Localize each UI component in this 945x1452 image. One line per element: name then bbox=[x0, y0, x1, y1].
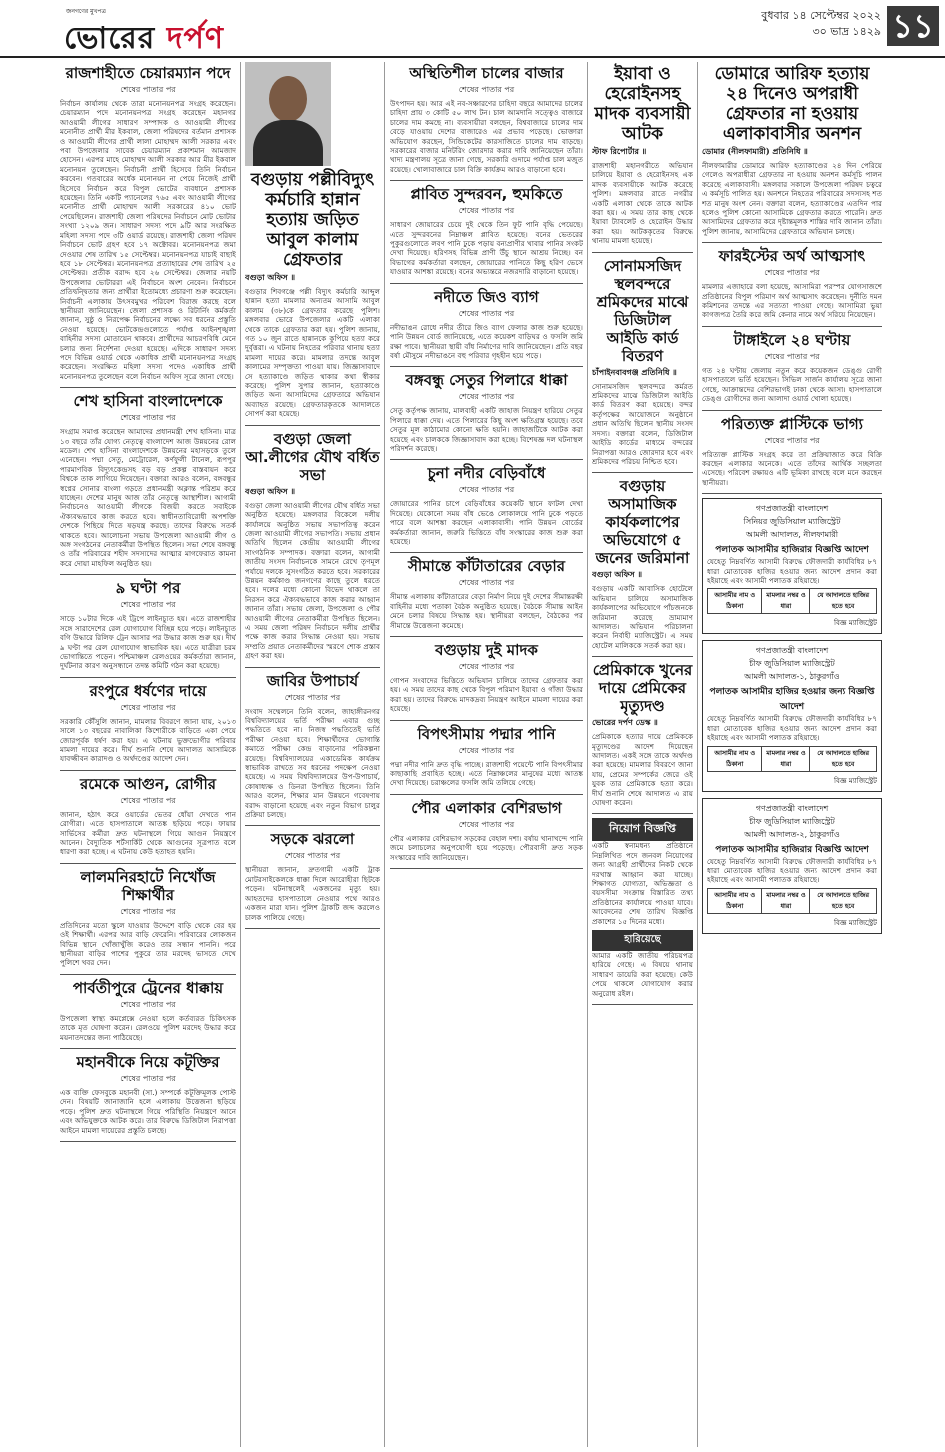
article-divider bbox=[245, 928, 380, 929]
article bbox=[702, 415, 882, 488]
article-jump-note: শেষের পাতার পর bbox=[764, 268, 820, 278]
notice-text: যেহেতু নিম্নবর্ণিত আসামী বিরুদ্ধে ফৌজদারী কার্যবিধির ৮৭ ধারা মোতাবেক হাজির হওয়ার জন্য আদেশ প্রদান করা হইয়াছে এবং আসামী পলাতক রহিয়াছে। bbox=[707, 856, 877, 885]
lost-notice-heading: হারিয়েছে bbox=[592, 930, 693, 951]
article-divider bbox=[60, 863, 236, 864]
article-body: গত ২৪ ঘণ্টায় জেলায় নতুন করে কয়েকজন ডেঙ্গু রোগী হাসপাতালে ভর্তি হয়েছেন। সিভিল সার্জন কার্যালয় সূত্রে জানা গেছে, আক্রান্তদের বেশিরভাগই ঢাকা থেকে আসা। হাসপাতালে ডেঙ্গু রোগীদের জন্য আলাদা ওয়ার্ড খোলা হয়েছে। bbox=[702, 365, 882, 404]
article-divider bbox=[390, 868, 583, 869]
article-body: মামলার এজাহারে বলা হয়েছে, আসামিরা পরস্পর যোগসাজশে প্রতিষ্ঠানের বিপুল পরিমাণ অর্থ আত্মসাৎ করেছেন। দুর্নীতি দমন কমিশনের তদন্তে এর সত্যতা পাওয়া গেছে। আসামিরা ভুয়া কাগজপত্র তৈরি করে জমি কেনার নামে অর্থ সরিয়ে নিয়েছেন। bbox=[702, 282, 882, 320]
article bbox=[702, 247, 882, 320]
article-body: রাজশাহী মহানগরীতে অভিযান চালিয়ে ইয়াবা ও হেরোইনসহ এক মাদক ব্যবসায়ীকে আটক করেছে পুলিশ। মঙ্গলবার রাতে নগরীর একটি এলাকা থেকে তাকে আটক করা হয়। এ সময় তার কাছ থেকে ইয়াবা ট্যাবলেট ও হেরোইন উদ্ধার করা হয়। আটককৃতের বিরুদ্ধে থানায় মামলা হয়েছে। bbox=[592, 161, 693, 246]
article-headline: প্লাবিত সুন্দরবন, হুমকিতে bbox=[410, 185, 563, 204]
article-body: উৎপাদন হয়। আর এই নব-সঞ্চারণের চাহিদা বছরে আমাদের চালের চাহিদা প্রায় ৩ কোটি ৫০ লাখ টন। চাল আমদানি সত্ত্বেও বাজারে চালের দাম কমছে না। ব্যবসায়ীরা বলছেন, বিশ্ববাজারে চালের দাম বেড়ে যাওয়ায় দেশের বাজারেও এর প্রভাব পড়েছে। ভোক্তারা অভিযোগ করছেন, সিন্ডিকেটের কারসাজিতে চালের দাম বাড়ছে। সরকারের বাজার মনিটরিং জোরদার করার দাবি জানিয়েছেন তাঁরা। খাদ্য মন্ত্রণালয় সূত্রে জানা গেছে, সরকারি গুদামে পর্যাপ্ত চাল মজুত রয়েছে। খোলাবাজারে চাল বিক্রি কার্যক্রম আরও বাড়ানো হবে। bbox=[390, 99, 583, 174]
article-divider bbox=[592, 656, 693, 657]
column-divider bbox=[240, 62, 241, 1447]
article-divider bbox=[60, 974, 236, 975]
article-headline: পরিত্যক্ত প্লাস্টিকে ভাগ্য bbox=[720, 414, 864, 433]
article bbox=[60, 682, 236, 764]
article-body: সাধারণ জোয়ারের চেয়ে দুই থেকে তিন ফুট পানি বৃদ্ধি পেয়েছে। এতে সুন্দরবনের নিম্নাঞ্চল প্লাবিত হয়েছে। বনের ভেতরের পুকুরগুলোতে লবণ পানি ঢুকে পড়ায় বন্যপ্রাণীর খাবার পানির সংকট দেখা দিয়েছে। হরিণসহ বিভিন্ন প্রাণী উঁচু স্থানে আশ্রয় নিচ্ছে। বন বিভাগের কর্মকর্তারা বলছেন, জোয়ারের পানিতে কিছু হরিণ ভেসে যাওয়ার আশঙ্কা রয়েছে। বনের অভ্যন্তরে নজরদারি বাড়ানো হয়েছে। bbox=[390, 220, 583, 277]
article-headline: মহানবীকে নিয়ে কটূক্তির bbox=[76, 1053, 220, 1072]
article-divider bbox=[390, 794, 583, 795]
article-jump-note: শেষের পাতার পর bbox=[458, 745, 515, 755]
article bbox=[60, 775, 236, 857]
column-divider bbox=[697, 62, 698, 1447]
article-body: সোনামসজিদ স্থলবন্দরে কর্মরত শ্রমিকদের মাঝে ডিজিটাল আইডি কার্ড বিতরণ করা হয়েছে। বন্দর কর্তৃপক্ষের আয়োজনে অনুষ্ঠানে প্রধান অতিথি ছিলেন স্থানীয় সংসদ সদস্য। বক্তারা বলেন, ডিজিটাল আইডি কার্ডের মাধ্যমে বন্দরের নিরাপত্তা আরও জোরদার হবে এবং শ্রমিকদের পরিচয় নিশ্চিত হবে। bbox=[592, 381, 693, 466]
article-divider bbox=[702, 410, 882, 411]
article-jump-note: শেষের পাতার পর bbox=[458, 578, 515, 588]
article-divider bbox=[245, 425, 380, 426]
article-jump-note: শেষের পাতার পর bbox=[284, 692, 341, 702]
article bbox=[390, 464, 583, 546]
masthead bbox=[0, 0, 945, 58]
article-body: জানান, হঠাৎ করে ওয়ার্ডের ভেতর ধোঁয়া দেখতে পান রোগীরা। এতে হাসপাতালে আতঙ্ক ছড়িয়ে পড়ে। ফায়ার সার্ভিসের কর্মীরা দ্রুত ঘটনাস্থলে গিয়ে আগুন নিয়ন্ত্রণে আনেন। বৈদ্যুতিক শর্টসার্কিট থেকে আগুনের সূত্রপাত বলে ধারণা করা হচ্ছে। এ ঘটনায় কেউ হতাহত হয়নি। bbox=[60, 809, 236, 857]
article-divider bbox=[592, 1004, 693, 1005]
notice-signature: বিজ্ঞ ম্যাজিস্ট্রেট bbox=[834, 918, 877, 927]
notice-table-header bbox=[708, 746, 877, 771]
article bbox=[592, 477, 693, 650]
article bbox=[245, 672, 380, 820]
article-headline: ইয়াবা ও হেরোইনসহ মাদক ব্যবসায়ী আটক bbox=[594, 64, 691, 144]
article-jump-note: শেষের পাতার পর bbox=[458, 819, 515, 829]
date-bengali: ৩০ ভাদ্র ১৪২৯ bbox=[812, 25, 881, 38]
article-byline: বগুড়া অফিস ॥ bbox=[245, 485, 296, 496]
article-divider bbox=[390, 459, 583, 460]
page-number: ১১ bbox=[887, 6, 939, 46]
article bbox=[592, 257, 693, 467]
article bbox=[390, 557, 583, 630]
article-body: নির্বাচন কার্যালয় থেকে তারা মনোনয়নপত্র সংগ্রহ করেছেন। চেয়ারম্যান পদে মনোনয়নপত্র সংগ্রহ করেছেন মহানগর আওয়ামী লীগের সাধারণ সম্পাদক ও আওয়ামী লীগের মনোনীত প্রার্থী মীর ইকবাল, জেলা পরিষদের বর্তমান প্রশাসক ও আওয়ামী লীগের প্রার্থী লালা মোহাম্মদ আলী সরকার এবং পবা উপজেলার সাবেক চেয়ারম্যান প্রকাশমান আমজাদ হোসেন। এরপর মাহে মোহাম্মদ আলী সরকার আর মীর ইকবাল মনোনয়ন তুলেছেন। নির্বাচনী প্রার্থী হিসেবে তিনি নির্বাচন করবেন। গতবারের অর্ধেক মনোনয়ন না পেয়ে নিজেই প্রার্থী হিসেবে নির্বাচন করে বিপুল ভোটের ব্যবধানে প্রশাসক হয়েছেন। তিনি একটি প্যানেলের ৭৬৫ এবং আওয়ামী লীগের মনোনীত প্রার্থী মোহাম্মদ আলী সরকারের ৪১০ ভোট পেয়েছিলেন। রাজশাহী জেলা পরিষদের নির্বাচনে মোট ভোটার সংখ্যা ১২০৯ জন। সাধারণ সদস্য পদে ৯টি আর সংরক্ষিত মহিলা সদস্য পদে ৩টি ওয়ার্ড রয়েছে। রাজশাহী জেলা পরিষদ নির্বাচনে ভোট গ্রহণ হবে ১৭ অক্টোবর। মনোনয়নপত্র জমা দেওয়ার শেষ তারিখ ১৫ সেপ্টেম্বর। মনোনয়নপত্র যাচাই বাছাই হবে ১৮ সেপ্টেম্বর। মনোনয়নপত্র প্রত্যাহারের শেষ তারিখ ২৫ সেপ্টেম্বর। প্রতীক বরাদ্দ হবে ২৬ সেপ্টেম্বর। জেলার নয়টি উপজেলার ভোটাররা এই নির্বাচনে অংশ নেবেন। নির্বাচনে প্রতিদ্বন্দ্বিতার জন্য প্রার্থীরা ইতোমধ্যে প্রচারণা শুরু করেছেন। নির্বাচনী এলাকায় উৎসবমুখর পরিবেশ বিরাজ করছে বলে স্থানীয়রা জানিয়েছেন। জেলা প্রশাসক ও রিটার্নিং কর্মকর্তা জানান, সুষ্ঠু ও নিরপেক্ষ নির্বাচনের লক্ষ্যে সব ধরনের প্রস্তুতি নেওয়া হয়েছে। ভোটকেন্দ্রগুলোতে পর্যাপ্ত আইনশৃঙ্খলা বাহিনীর সদস্য মোতায়েন থাকবে। প্রার্থীদের আচরণবিধি মেনে চলার জন্য নির্দেশনা দেওয়া হয়েছে। এদিকে সাধারণ সদস্য পদে বিভিন্ন ওয়ার্ড থেকে একাধিক প্রার্থী মনোনয়নপত্র সংগ্রহ করেছেন। সংরক্ষিত মহিলা সদস্য পদেও একাধিক প্রার্থী মনোনয়নপত্র তুলেছেন বলে নির্বাচন অফিস সূত্রে জানা গেছে। bbox=[60, 99, 236, 381]
notice-text: যেহেতু নিম্নবর্ণিত আসামী বিরুদ্ধে ফৌজদারী কার্যবিধির ৮৭ ধারা মোতাবেক হাজির হওয়ার জন্য আদেশ প্রদান করা হইয়াছে এবং আসামী পলাতক রহিয়াছে। bbox=[707, 714, 877, 743]
article-body: উপজেলা স্বাস্থ্য কমপ্লেক্সে নেওয়া হলে কর্তব্যরত চিকিৎসক তাকে মৃত ঘোষণা করেন। রেলওয়ে পুলিশ মরদেহ উদ্ধার করে ময়নাতদন্তের জন্য পাঠিয়েছে। bbox=[60, 1013, 236, 1042]
notice-header-1: গণপ্রজাতন্ত্রী বাংলাদেশ bbox=[755, 646, 829, 656]
article-divider bbox=[592, 252, 693, 253]
article-body: নদীভাঙন রোধে নদীর তীরে জিও ব্যাগ ফেলার কাজ শুরু হয়েছে। পানি উন্নয়ন বোর্ড জানিয়েছে, এতে কয়েকশ বাড়িঘর ও ফসলি জমি রক্ষা পাবে। স্থানীয়রা স্থায়ী বাঁধ নির্মাণের দাবি জানিয়েছেন। প্রতি বছর বর্ষা মৌসুমে নদীভাঙনে বহু পরিবার গৃহহীন হয়ে পড়ে। bbox=[390, 322, 583, 360]
article-headline: টাঙ্গাইলে ২৪ ঘণ্টায় bbox=[733, 330, 851, 349]
article-divider bbox=[60, 387, 236, 388]
article-headline: রাজশাহীতে চেয়ারম্যান পদে bbox=[65, 64, 231, 82]
article-jump-note: শেষের পাতার পর bbox=[458, 392, 515, 402]
article-headline: রংপুরে ধর্ষণের দায়ে bbox=[89, 681, 207, 700]
article bbox=[390, 64, 583, 174]
notice-table-col: যে আদালতে হাজির হতে হবে bbox=[810, 888, 877, 913]
article-body: নীলফামারীর ডোমারে আরিফ হত্যাকাণ্ডের ২৪ দিন পেরিয়ে গেলেও অপরাধীরা গ্রেফতার না হওয়ায় অনশন কর্মসূচি পালন করেছে এলাকাবাসী। মঙ্গলবার সকালে উপজেলা পরিষদ চত্বরে এ কর্মসূচি পালিত হয়। অনশনে নিহতের পরিবারের সদস্যসহ শত শত মানুষ অংশ নেন। বক্তারা বলেন, হত্যাকাণ্ডের এতদিন পার হলেও পুলিশ কোনো আসামিকে গ্রেফতার করতে পারেনি। দ্রুত আসামিদের গ্রেফতার করে দৃষ্টান্তমূলক শাস্তির দাবি জানান তাঁরা। পুলিশ জানায়, আসামিদের গ্রেফতারে অভিযান চলছে। bbox=[702, 161, 882, 236]
article-headline: বগুড়ায় অসামাজিক কার্যকলাপের অভিযোগে ৫ জনের জরিমানা bbox=[595, 477, 690, 568]
article-headline: ফারইস্টের অর্থ আত্মসাৎ bbox=[718, 247, 866, 266]
article-headline: ডোমারে আরিফ হত্যায় ২৪ দিনেও অপরাধী গ্রেফতার না হওয়ায় এলাকাবাসীর অনশন bbox=[714, 64, 870, 144]
article-byline: চাঁপাইনবাবগঞ্জ প্রতিনিধি ॥ bbox=[592, 366, 677, 377]
article-headline: সোনামসজিদ স্থলবন্দরে শ্রমিকদের মাঝে ডিজিটাল আইডি কার্ড বিতরণ bbox=[596, 256, 689, 365]
article-body: সাড়ে ১০টার দিকে এই ট্রিপে লাইনচ্যুত হয়। এতে রাজশাহীর সঙ্গে সারাদেশের রেল যোগাযোগ বিচ্ছিন্ন হয়ে পড়ে। লাইনচ্যুত বগি উদ্ধারে রিলিফ ট্রেন আসার পর উদ্ধার কাজ শুরু হয়। দীর্ঘ ৯ ঘণ্টা পর রেল যোগাযোগ স্বাভাবিক হয়। এতে যাত্রীরা চরম ভোগান্তিতে পড়েন। পশ্চিমাঞ্চল রেলওয়ের কর্মকর্তারা জানান, দুর্ঘটনার কারণ অনুসন্ধানে তদন্ত কমিটি গঠন করা হয়েছে। bbox=[60, 614, 236, 671]
date-gregorian: বুধবার ১৪ সেপ্টেম্বর ২০২২ bbox=[761, 9, 881, 22]
article-body: সংবাদ সম্মেলনে তিনি বলেন, জাহাঙ্গীরনগর বিশ্ববিদ্যালয়ের ভর্তি পরীক্ষা এবার গুচ্ছ পদ্ধতিতে হবে না। নিজস্ব পদ্ধতিতেই ভর্তি পরীক্ষা নেওয়া হবে। শিক্ষার্থীদের ভোগান্তি কমাতে পরীক্ষা কেন্দ্র বাড়ানোর পরিকল্পনা রয়েছে। বিশ্ববিদ্যালয়ের একাডেমিক কার্যক্রম স্বাভাবিক রাখতে সব ধরনের পদক্ষেপ নেওয়া হয়েছে। এ সময় বিশ্ববিদ্যালয়ের উপ-উপাচার্য, কোষাধ্যক্ষ ও ডিনরা উপস্থিত ছিলেন। তিনি আরও বলেন, শিক্ষার মান উন্নয়নে গবেষণায় বরাদ্দ বাড়ানো হয়েছে এবং নতুন বিভাগ চালুর প্রক্রিয়া চলছে। bbox=[245, 706, 380, 820]
notice-table-col: মামলার নম্বর ও ধারা bbox=[762, 589, 810, 614]
article-jump-note: শেষের পাতার পর bbox=[120, 600, 176, 610]
column-1 bbox=[60, 62, 236, 1447]
article-byline: ডোমার (নীলফামারী) প্রতিনিধি ॥ bbox=[702, 146, 808, 156]
notice-table-col: মামলার নম্বর ও ধারা bbox=[762, 888, 810, 913]
article-jump-note: শেষের পাতার পর bbox=[764, 435, 820, 445]
article-divider bbox=[390, 366, 583, 367]
notice-table-col: আসামীর নাম ও ঠিকানা bbox=[708, 888, 762, 913]
article-jump-note: শেষের পাতার পর bbox=[764, 351, 820, 361]
notice-header-2: চীফ জুডিসিয়াল ম্যাজিস্ট্রেট bbox=[749, 816, 835, 826]
article-headline: বিপৎসীমায় পদ্মার পানি bbox=[417, 724, 556, 743]
article-headline: জাবির উপাচার্য bbox=[266, 671, 359, 690]
article-byline: ভোরের দর্পণ ডেস্ক ॥ bbox=[592, 717, 658, 728]
notice-title: পলাতক আসামীর হাজির হওয়ার জন্য বিজ্ঞপ্তি আদেশ bbox=[709, 687, 875, 713]
notice-signature: বিজ্ঞ ম্যাজিস্ট্রেট bbox=[834, 619, 877, 628]
article bbox=[60, 392, 236, 568]
article-headline: চুনা নদীর বেড়িবাঁধে bbox=[427, 464, 546, 483]
article bbox=[245, 430, 380, 661]
notice-header-3: আমলী আদালত-২, ঠাকুরগাঁও bbox=[744, 829, 840, 839]
article-divider bbox=[245, 667, 380, 668]
article-divider bbox=[245, 825, 380, 826]
court-notice bbox=[702, 640, 882, 791]
article-headline: পৌর এলাকার বেশিরভাগ bbox=[411, 798, 562, 817]
notice-header-3: আমলী আদালত-১, ঠাকুরগাঁও bbox=[744, 672, 840, 682]
article bbox=[592, 818, 693, 998]
article bbox=[60, 979, 236, 1042]
article-headline: পার্বতীপুরে ট্রেনের ধাক্কায় bbox=[72, 978, 224, 997]
notice-table-header bbox=[708, 888, 877, 913]
article-byline: স্টাফ রিপোর্টার ॥ bbox=[592, 146, 647, 156]
article-body: সংগ্রাম সমাপ্ত করেছেন আমাদের প্রধানমন্ত্রী শেখ হাসিনা। মাত্র ১৩ বছরে তাঁর যোগ্য নেতৃত্বে বাংলাদেশ আজ উন্নয়নের রোল মডেল। শেখ হাসিনা বাংলাদেশকে উন্নয়নের মহাসড়কে তুলে এনেছেন। পদ্মা সেতু, মেট্রোরেল, কর্ণফুলী টানেল, রূপপুর পারমাণবিক বিদ্যুৎকেন্দ্রসহ বড় বড় প্রকল্প বাস্তবায়ন করে বিশ্বকে তাক লাগিয়ে দিয়েছেন। বক্তারা আরও বলেন, বঙ্গবন্ধুর স্বপ্নের সোনার বাংলা গড়তে প্রধানমন্ত্রী অক্লান্ত পরিশ্রম করে যাচ্ছেন। দেশের মানুষ আজ তাঁর নেতৃত্বে আস্থাশীল। আগামী নির্বাচনেও আওয়ামী লীগকে বিজয়ী করতে সবাইকে ঐক্যবদ্ধভাবে কাজ করতে হবে। স্বাধীনতাবিরোধী অপশক্তি দেশকে পিছিয়ে দিতে ষড়যন্ত্র করছে। তাদের বিরুদ্ধে সতর্ক থাকতে হবে। আলোচনা সভায় উপজেলা আওয়ামী লীগ ও অঙ্গ সংগঠনের নেতাকর্মীরা উপস্থিত ছিলেন। সভা শেষে বঙ্গবন্ধু ও তাঁর পরিবারের শহীদ সদস্যদের আত্মার মাগফেরাত কামনা করে দোয়া মাহফিল অনুষ্ঠিত হয়। bbox=[60, 427, 236, 568]
article-divider bbox=[60, 1048, 236, 1049]
notice-header-1: গণপ্রজাতন্ত্রী বাংলাদেশ bbox=[755, 504, 829, 514]
article-divider bbox=[390, 180, 583, 181]
article-jump-note: শেষের পাতার পর bbox=[458, 206, 515, 216]
notice-table-header bbox=[708, 589, 877, 614]
article-body: পৌর এলাকার বেশিরভাগ সড়কের বেহাল দশা। বর্ষায় খানাখন্দে পানি জমে চলাচলের অনুপযোগী হয়ে পড়েছে। পৌরবাসী দ্রুত সড়ক সংস্কারের দাবি জানিয়েছেন। bbox=[390, 833, 583, 862]
article-jump-note: শেষের পাতার পর bbox=[458, 662, 515, 671]
logo-part2: দর্পণ bbox=[155, 21, 225, 56]
article-divider bbox=[390, 636, 583, 637]
article-body: বগুড়ায় একটি আবাসিক হোটেলে অভিযান চালিয়ে অসামাজিক কার্যকলাপের অভিযোগে পাঁচজনকে জরিমানা করেছে ভ্রাম্যমাণ আদালত। অভিযান পরিচালনা করেন নির্বাহী ম্যাজিস্ট্রেট। এ সময় হোটেল মালিককে সতর্ক করা হয়। bbox=[592, 584, 693, 650]
article-jump-note: শেষের পাতার পর bbox=[120, 85, 176, 94]
article-headline: নদীতে জিও ব্যাগ bbox=[434, 287, 539, 306]
newspaper-logo bbox=[64, 14, 224, 65]
article-jump-note: শেষের পাতার পর bbox=[284, 851, 341, 861]
article bbox=[390, 725, 583, 788]
dateline bbox=[761, 8, 881, 40]
article bbox=[390, 799, 583, 862]
notice-table bbox=[707, 588, 877, 614]
article-divider bbox=[390, 283, 583, 284]
notice-title: পলাতক আসামীর হাজিরার বিজ্ঞপ্তি আদেশ bbox=[715, 844, 869, 855]
notice-table-col: আসামীর নাম ও ঠিকানা bbox=[708, 589, 762, 614]
article-body: গোপন সংবাদের ভিত্তিতে অভিযান চালিয়ে তাদের গ্রেফতার করা হয়। এ সময় তাদের কাছ থেকে বিপুল পরিমাণ ইয়াবা ও গাঁজা উদ্ধার করা হয়। তাদের বিরুদ্ধে মাদকদ্রব্য নিয়ন্ত্রণ আইনে মামলা দায়ের করা হয়েছে। bbox=[390, 676, 583, 714]
court-notice bbox=[702, 498, 882, 634]
article-divider bbox=[390, 552, 583, 553]
article-divider bbox=[592, 472, 693, 473]
notice-table-col: আসামীর নাম ও ঠিকানা bbox=[708, 746, 762, 771]
article-headline: লালমনিরহাটে নিখোঁজ শিক্ষার্থীর bbox=[80, 867, 216, 904]
notice-header-3: আমলী আদালত, নীলফামারী bbox=[745, 530, 839, 540]
notice-header-1: গণপ্রজাতন্ত্রী বাংলাদেশ bbox=[755, 803, 829, 813]
article-byline: বগুড়া অফিস ॥ bbox=[592, 569, 643, 580]
article bbox=[702, 331, 882, 404]
article-body: এক ব্যক্তি ফেসবুকে মহানবী (সা.) সম্পর্কে কটূক্তিমূলক পোস্ট দেন। বিষয়টি জানাজানি হলে এলাকায় উত্তেজনা ছড়িয়ে পড়ে। পুলিশ দ্রুত ঘটনাস্থলে গিয়ে পরিস্থিতি নিয়ন্ত্রণে আনে এবং অভিযুক্তকে আটক করে। তার বিরুদ্ধে ডিজিটাল নিরাপত্তা আইনে মামলা দায়েরের প্রস্তুতি চলছে। bbox=[60, 1088, 236, 1135]
article-divider bbox=[60, 574, 236, 575]
article bbox=[592, 64, 693, 246]
article-headline: অস্থিতিশীল চালের বাজার bbox=[409, 64, 564, 82]
article-divider bbox=[702, 242, 882, 243]
article bbox=[592, 661, 693, 807]
article-headline: বগুড়ায় দুই মাদক bbox=[435, 641, 538, 659]
notice-table bbox=[707, 888, 877, 914]
article-headline: বগুড়া জেলা আ.লীগের যৌথ বর্ধিত সভা bbox=[245, 429, 380, 484]
column-2 bbox=[245, 62, 380, 1447]
article-jump-note: শেষের পাতার পর bbox=[120, 795, 176, 805]
article-divider bbox=[702, 493, 882, 494]
lost-notice-body: আমার একটি জাতীয় পরিচয়পত্র হারিয়ে গেছে। এ বিষয়ে থানায় সাধারণ ডায়েরি করা হয়েছে। কেউ পেয়ে থাকলে যোগাযোগ করার অনুরোধ রইল। bbox=[592, 951, 693, 998]
notice-table-col: যে আদালতে হাজির হতে হবে bbox=[810, 589, 877, 614]
article-body: পরিত্যক্ত প্লাস্টিক সংগ্রহ করে তা প্রক্রিয়াজাত করে বিক্রি করছেন এলাকার অনেকে। এতে তাঁদের আর্থিক সচ্ছলতা এসেছে। পরিবেশ রক্ষায়ও এটি ভূমিকা রাখছে বলে মনে করছেন স্থানীয়রা। bbox=[702, 449, 882, 487]
article-headline: শেখ হাসিনা বাংলাদেশকে bbox=[73, 392, 223, 411]
column-4 bbox=[592, 62, 693, 1447]
article-divider bbox=[592, 813, 693, 814]
article bbox=[390, 288, 583, 361]
article-jump-note: শেষের পাতার পর bbox=[120, 999, 176, 1009]
article-body: প্রতিদিনের মতো স্কুলে যাওয়ার উদ্দেশে বাড়ি থেকে বের হয় ওই শিক্ষার্থী। এরপর আর বাড়ি ফেরেনি। পরিবারের লোকজন বিভিন্ন স্থানে খোঁজাখুঁজি করেও তার সন্ধান পাননি। পরে স্থানীয়রা বাড়ির পাশের পুকুরে তার মরদেহ ভাসতে দেখে পুলিশে খবর দেন। bbox=[60, 920, 236, 968]
article bbox=[60, 1053, 236, 1135]
article-headline: বগুড়ায় পল্লীবিদ্যুৎ কর্মচারি হান্নান হত্যায় জড়িত আবুল কালাম গ্রেফতার bbox=[250, 170, 375, 270]
article-headline: ৯ ঘণ্টা পর bbox=[115, 579, 181, 598]
article bbox=[390, 641, 583, 714]
article-divider bbox=[60, 677, 236, 678]
article-body: সীমান্ত এলাকায় কাঁটাতারের বেড়া নির্মাণ নিয়ে দুই দেশের সীমান্তরক্ষী বাহিনীর মধ্যে পতাকা বৈঠক অনুষ্ঠিত হয়েছে। বৈঠকে সীমান্ত আইন মেনে চলার বিষয়ে সিদ্ধান্ত হয়। স্থানীয়রা বলছেন, বৈঠকের পর সীমান্তে উত্তেজনা কমেছে। bbox=[390, 592, 583, 630]
column-5 bbox=[702, 62, 882, 1447]
article-body: সেতু কর্তৃপক্ষ জানায়, মালবাহী একটি জাহাজ নিয়ন্ত্রণ হারিয়ে সেতুর পিলারে ধাক্কা দেয়। এতে পিলারের কিছু অংশ ক্ষতিগ্রস্ত হয়েছে। তবে সেতুর মূল কাঠামোর কোনো ক্ষতি হয়নি। জাহাজটিকে আটক করা হয়েছে এবং চালককে জিজ্ঞাসাবাদ করা হচ্ছে। বিশেষজ্ঞ দল ঘটনাস্থল পরিদর্শন করেছে। bbox=[390, 406, 583, 453]
column-divider bbox=[587, 62, 588, 1447]
article-divider bbox=[60, 1141, 236, 1142]
article-jump-note: শেষের পাতার পর bbox=[120, 906, 176, 916]
article-jump-note: শেষের পাতার পর bbox=[120, 702, 176, 712]
article-body: একটি স্বনামধন্য প্রতিষ্ঠানে নিম্নলিখিত পদে জনবল নিয়োগের জন্য আগ্রহী প্রার্থীদের নিকট থেকে দরখাস্ত আহ্বান করা যাচ্ছে। শিক্ষাগত যোগ্যতা, অভিজ্ঞতা ও বয়সসীমা সংক্রান্ত বিস্তারিত তথ্য প্রতিষ্ঠানের কার্যালয়ে পাওয়া যাবে। আবেদনের শেষ তারিখ বিজ্ঞপ্তি প্রকাশের ১৫ দিনের মধ্যে। bbox=[592, 841, 693, 926]
article bbox=[60, 64, 236, 381]
column-divider bbox=[384, 62, 385, 1447]
article-body: প্রেমিকাকে হত্যার দায়ে প্রেমিককে মৃত্যুদণ্ডের আদেশ দিয়েছেন আদালত। একই সঙ্গে তাকে অর্থদণ্ড করা হয়েছে। মামলার বিবরণে জানা যায়, প্রেমের সম্পর্কের জেরে ওই যুবক তার প্রেমিকাকে হত্যা করে। দীর্ঘ শুনানি শেষে আদালত এ রায় ঘোষণা করেন। bbox=[592, 732, 693, 807]
article-headline: সড়কে ঝরলো bbox=[270, 830, 355, 849]
accused-photo bbox=[245, 62, 331, 166]
article-body: সরকারি কৌঁসুলি জানান, মামলার বিবরণে জানা যায়, ২০১৩ সালে ১৩ বছরের নাবালিকা কিশোরীকে বাড়িতে একা পেয়ে জোরপূর্বক ধর্ষণ করা হয়। এ ঘটনায় ভুক্তভোগীর পরিবার মামলা দায়ের করে। দীর্ঘ শুনানি শেষে আদালত আসামিকে যাবজ্জীবন কারাদণ্ড ও অর্থদণ্ডের আদেশ দেন। bbox=[60, 716, 236, 764]
article-byline: বগুড়া অফিস ॥ bbox=[245, 272, 296, 282]
article-headline: রমেকে আগুন, রোগীর bbox=[79, 774, 217, 793]
article-jump-note: শেষের পাতার পর bbox=[120, 1074, 176, 1084]
article bbox=[390, 185, 583, 276]
article-jump-note: শেষের পাতার পর bbox=[458, 308, 515, 318]
article-divider bbox=[60, 770, 236, 771]
article bbox=[60, 868, 236, 968]
notice-text: যেহেতু নিম্নবর্ণিত আসামী বিরুদ্ধে ফৌজদারী কার্যবিধির ৮৭ ধারা মোতাবেক হাজির হওয়ার জন্য আদেশ প্রদান করা হইয়াছে এবং আসামী পলাতক রহিয়াছে। bbox=[707, 557, 877, 585]
notice-table-col: যে আদালতে হাজির হতে হবে bbox=[810, 746, 877, 771]
article-body: বগুড়া জেলা আওয়ামী লীগের যৌথ বর্ধিত সভা অনুষ্ঠিত হয়েছে। মঙ্গলবার বিকেলে দলীয় কার্যালয়ে অনুষ্ঠিত সভায় সভাপতিত্ব করেন জেলা আওয়ামী লীগের সভাপতি। সভায় প্রধান অতিথি ছিলেন কেন্দ্রীয় আওয়ামী লীগের সাংগঠনিক সম্পাদক। বক্তারা বলেন, আগামী জাতীয় সংসদ নির্বাচনকে সামনে রেখে তৃণমূল পর্যায়ে দলকে সুসংগঠিত করতে হবে। সরকারের উন্নয়ন কর্মকাণ্ড জনগণের কাছে তুলে ধরতে হবে। দলের মধ্যে কোনো বিভেদ থাকলে তা নিরসন করে ঐক্যবদ্ধভাবে কাজ করার আহ্বান জানান তাঁরা। সভায় জেলা, উপজেলা ও পৌর আওয়ামী লীগের নেতাকর্মীরা উপস্থিত ছিলেন। এ সময় জেলা পরিষদ নির্বাচনে দলীয় প্রার্থীর পক্ষে কাজ করার সিদ্ধান্ত নেওয়া হয়। সভায় সম্প্রতি প্রয়াত নেতাকর্মীদের স্মরণে শোক প্রস্তাব গ্রহণ করা হয়। bbox=[245, 500, 380, 661]
article-jump-note: শেষের পাতার পর bbox=[458, 85, 515, 94]
logo-tagline: জনগণের মুখপত্র bbox=[66, 8, 106, 15]
article bbox=[702, 64, 882, 236]
article-divider bbox=[390, 720, 583, 721]
logo-part1: ভোরের bbox=[64, 21, 156, 56]
article-body: বগুড়ার শিবগঞ্জে পল্লী বিদ্যুৎ কর্মচারি আব্দুল হান্নান হত্যা মামলার অন্যতম আসামি আবুল কালাম (৩৮)কে গ্রেফতার করেছে পুলিশ। মঙ্গলবার ভোরে উপজেলার একটি এলাকা থেকে তাকে গ্রেফতার করা হয়। পুলিশ জানায়, গত ১০ জুন রাতে হান্নানকে কুপিয়ে হত্যা করে দুর্বৃত্তরা। এ ঘটনায় নিহতের পরিবার থানায় হত্যা মামলা দায়ের করে। মামলার তদন্তে আবুল কালামের সম্পৃক্ততা পাওয়া যায়। জিজ্ঞাসাবাদে সে হত্যাকাণ্ডে জড়িত থাকার কথা স্বীকার করেছে। পুলিশ সুপার জানান, হত্যাকাণ্ডে জড়িত অন্য আসামিদের গ্রেফতারে অভিযান অব্যাহত রয়েছে। গ্রেফতারকৃতকে আদালতে সোপর্দ করা হয়েছে। bbox=[245, 287, 380, 419]
article-headline: প্রেমিকাকে খুনের দায়ে প্রেমিকের মৃত্যুদণ্ড bbox=[592, 661, 693, 716]
notice-table-col: মামলার নম্বর ও ধারা bbox=[762, 746, 810, 771]
article bbox=[60, 579, 236, 670]
article-body: জোয়ারের পানির চাপে বেড়িবাঁধের কয়েকটি স্থানে ফাটল দেখা দিয়েছে। যেকোনো সময় বাঁধ ভেঙে লোকালয়ে পানি ঢুকে পড়তে পারে বলে আশঙ্কা করছেন এলাকাবাসী। পানি উন্নয়ন বোর্ডের কর্মকর্তারা জানান, জরুরি ভিত্তিতে বাঁধ সংস্কারের কাজ শুরু করা হয়েছে। bbox=[390, 499, 583, 546]
article-divider bbox=[702, 326, 882, 327]
article-headline: সীমান্তে কাঁটাতারের বেড়ার bbox=[408, 557, 565, 576]
court-notice bbox=[702, 798, 882, 934]
notice-table bbox=[707, 746, 877, 772]
article-body: স্থানীয়রা জানান, দ্রুতগামী একটি ট্রাক মোটরসাইকেলকে ধাক্কা দিলে আরোহীরা ছিটকে পড়েন। ঘটনাস্থলেই একজনের মৃত্যু হয়। আহতদের হাসপাতালে নেওয়ার পথে আরও একজন মারা যান। পুলিশ ট্রাকটি জব্দ করলেও চালক পালিয়ে গেছে। bbox=[245, 865, 380, 922]
notice-title: পলাতক আসামীর হাজিরার বিজ্ঞপ্তি আদেশ bbox=[715, 545, 869, 556]
article bbox=[390, 371, 583, 453]
job-notice-heading: নিয়োগ বিজ্ঞপ্তি bbox=[592, 818, 693, 841]
article-headline: বঙ্গবন্ধু সেতুর পিলারে ধাক্কা bbox=[405, 371, 568, 390]
column-3 bbox=[390, 62, 583, 1447]
article bbox=[245, 830, 380, 921]
article-body: পদ্মা নদীর পানি দ্রুত বৃদ্ধি পাচ্ছে। রাজশাহী পয়েন্টে পানি বিপৎসীমার কাছাকাছি প্রবাহিত হচ্ছে। এতে নিম্নাঞ্চলের মানুষের মধ্যে আতঙ্ক দেখা দিয়েছে। চরাঞ্চলের ফসলি জমি তলিয়ে গেছে। bbox=[390, 759, 583, 788]
notice-signature: বিজ্ঞ ম্যাজিস্ট্রেট bbox=[834, 776, 877, 785]
article-jump-note: শেষের পাতার পর bbox=[120, 413, 176, 423]
notice-header-2: চীফ জুডিসিয়াল ম্যাজিস্ট্রেট bbox=[749, 659, 835, 669]
article-jump-note: শেষের পাতার পর bbox=[458, 485, 515, 495]
notice-header-2: সিনিয়র জুডিসিয়াল ম্যাজিস্ট্রেট bbox=[743, 517, 841, 527]
